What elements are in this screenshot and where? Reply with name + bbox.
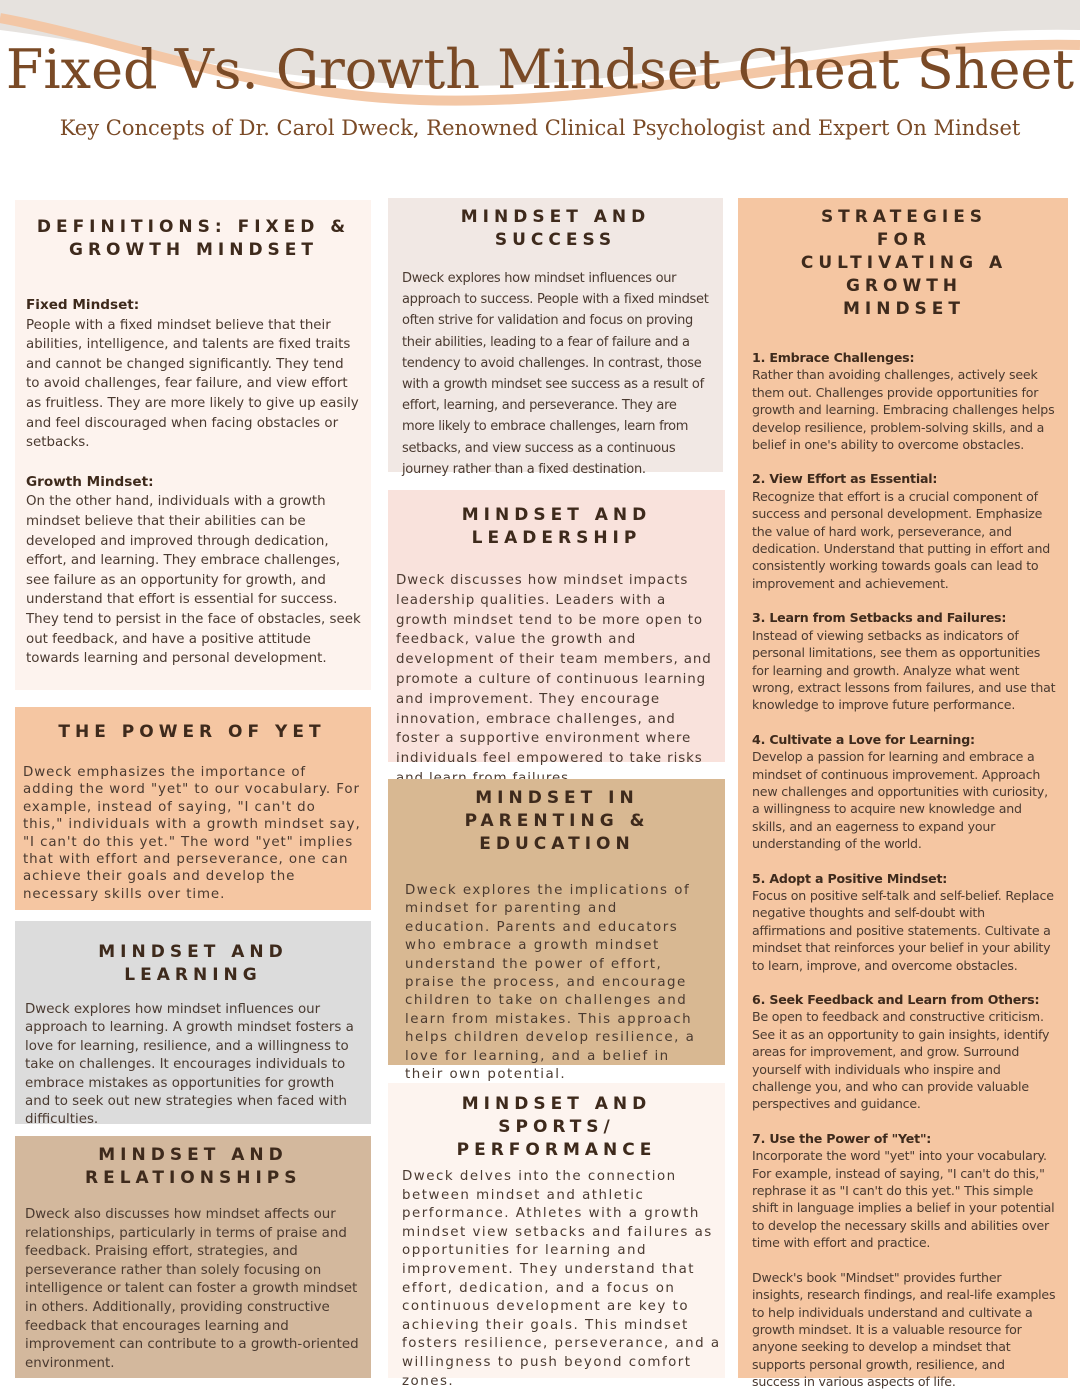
page-title: Fixed Vs. Growth Mindset Cheat Sheet [5, 38, 1075, 101]
parenting-text: Dweck explores the implications of mindset for parenting and education. Parents and educators who embrace a growth mindset understand the power of effort, praise the process, and encourage children to take on challenges and learn from mistakes. This approach helps children develop resilience, a love for learning, and a belief in their own potential. [405, 883, 696, 1083]
definitions-heading: DEFINITIONS: FIXED & GROWTH MINDSET [36, 217, 351, 260]
strategy-item [752, 609, 1056, 713]
strategy-item [752, 991, 1056, 1113]
strategy-item [752, 470, 1056, 592]
learning-heading: MINDSET AND LEARNING [98, 942, 288, 985]
fixed-mindset-text: People with a fixed mindset believe that their abilities, intelligence, and talents are fixed traits and cannot be changed significantly. They tend to avoid challenges, fear failure, and view effort as fruitless. They are more likely to give up easily and feel discouraged when facing obstacles or setbacks. [26, 317, 359, 451]
strategies-heading: STRATEGIES FOR CULTIVATING A GROWTH MINDSET [800, 207, 1008, 319]
fixed-mindset-label: Fixed Mindset: [26, 297, 140, 313]
strategy-label: 3. Learn from Setbacks and Failures: [752, 610, 1007, 626]
sports-heading: MINDSET AND SPORTS/ PERFORMANCE [456, 1094, 657, 1160]
strategy-text: Focus on positive self-talk and self-belief. Replace negative thoughts and self-doubt with affirmations and positive statements. Cultivate a mindset that reinforces your belief in your ability to learn, improve, and overcome obstacles. [752, 887, 1054, 973]
relationships-text: Dweck also discusses how mindset affects our relationships, particularly in terms of praise and feedback. Praising effort, strategies, and perseverance rather than solely focusing on intelligence or talent can foster a growth mindset in others. Additionally, providing constructive feedback that encourages learning and improvement can contribute to a growth-oriented environment. [25, 1207, 359, 1371]
growth-mindset-text: On the other hand, individuals with a growth mindset believe that their abilities can be developed and improved through dedication, effort, and learning. They embrace challenges, see failure as an opportunity for growth, and understand that effort is essential for success. They tend to persist in the face of obstacles, seek out feedback, and have a positive attitude towards learning and personal development. [26, 494, 361, 667]
leadership-text: Dweck discusses how mindset impacts leadership qualities. Leaders with a growth mindset tend to be more open to feedback, value the growth and development of their team members, and promote a culture of continuous learning and improvement. They encourage innovation, embrace challenges, and foster a supportive environment where individuals feel empowered to take risks [396, 573, 712, 767]
strategy-label: 7. Use the Power of "Yet": [752, 1130, 932, 1146]
strategy-item [752, 349, 1056, 453]
leadership-heading: MINDSET AND LEADERSHIP [461, 505, 652, 548]
definitions-card [15, 200, 371, 690]
strategy-label: 5. Adopt a Positive Mindset: [752, 870, 948, 886]
strategy-item [752, 1130, 1056, 1252]
relationships-card [15, 1136, 371, 1378]
success-heading: MINDSET AND SUCCESS [460, 207, 651, 250]
strategy-item [752, 870, 1056, 974]
sports-text: Dweck delves into the connection between mindset and athletic performance. Athletes with a growth mindset view setbacks and failures as opportunities for learning and improvement. They understand that effort, dedication, and a focus on continuous development are key to achieving their goals. This mindset fosters resilience, perseverance, and a willingness to push beyond comfort zones. [402, 1169, 721, 1389]
strategy-text: Rather than avoiding challenges, actively seek them out. Challenges provide opportunities for growth and learning. Embracing challenges helps develop resilience, problem-solving skills, and a belief in one's ability to overcome obstacles. [752, 367, 1055, 453]
strategies-closing: Dweck's book "Mindset" provides further insights, research findings, and real-life examples to help individuals understand and cultivate a growth mindset. It is a valuable resource for anyone seeking to develop a mindset that supports personal growth, resilience, and success in various aspects of life. [752, 1269, 1056, 1390]
relationships-heading: MINDSET AND RELATIONSHIPS [85, 1145, 302, 1188]
strategy-text: Instead of viewing setbacks as indicators of personal limitations, see them as opportunities for learning and growth. Analyze what went wrong, extract lessons from failures, and use that knowledge to improve future performance. [752, 627, 1056, 713]
parenting-heading: MINDSET IN PARENTING & EDUCATION [464, 788, 650, 854]
strategy-label: 6. Seek Feedback and Learn from Others: [752, 992, 1040, 1007]
strategy-label: 1. Embrace Challenges: [752, 350, 915, 365]
strategy-text: Recognize that effort is a crucial component of success and personal development. Emphasize the value of hard work, perseverance, and dedication. Understand that putting in effort and consistently working towards goals can lead to improvement and achievement. [752, 488, 1051, 591]
page-subtitle: Key Concepts of Dr. Carol Dweck, Renowned Clinical Psychologist and Expert On Mindset [59, 116, 1021, 140]
power-of-yet-text: Dweck emphasizes the importance of adding the word "yet" to our vocabulary. For example, instead of saying, "I can't do this," individuals with a growth mindset say, "I can't do this yet." The word "yet" implies that with effort and perseverance, one can achieve their goals and develop the necessary skills over time. [23, 765, 361, 902]
parenting-card [388, 779, 725, 1083]
sports-card [388, 1083, 725, 1389]
success-text: Dweck explores how mindset influences our approach to success. People with a fixed mindset often strive for validation and focus on proving their abilities, leading to a fear of failure and a tendency to avoid challenges. In contrast, those with a growth mindset see success as a result of effort, learning, and perseverance. They are more likely to embrace challenges, learn from setbacks, and view success as a continuous journey rather than a fixed destination. [402, 271, 709, 477]
learning-text: Dweck explores how mindset influences our approach to learning. A growth mindset fosters a love for learning, resilience, and a willingness to take on challenges. It encourages individuals to embrace mistakes as opportunities for growth and to seek out new strategies when faced with difficulties. [25, 1002, 354, 1128]
learning-card [15, 921, 371, 1128]
strategy-text: Be open to feedback and constructive criticism. See it as an opportunity to gain insights, identify areas for improvement, and grow. Surround yourself with individuals who inspire and challenge you, and who can provide valuable perspectives and guidance. [752, 1009, 1050, 1112]
power-of-yet-card [15, 707, 371, 910]
strategies-card [738, 198, 1068, 1390]
growth-mindset-label: Growth Mindset: [26, 473, 154, 490]
strategy-list [752, 349, 1056, 1252]
power-of-yet-heading: THE POWER OF YET [58, 722, 326, 742]
success-card [388, 198, 723, 477]
strategy-label: 4. Cultivate a Love for Learning: [752, 731, 975, 747]
leadership-card [388, 490, 725, 767]
strategy-label: 2. View Effort as Essential: [752, 471, 938, 487]
strategy-text: Incorporate the word "yet" into your vocabulary. For example, instead of saying, "I can't do this," rephrase it as "I can't do this yet." This simple shift in language implies a belief in your potential to develop the necessary skills and abilities over time with effort and practice. [752, 1148, 1055, 1251]
strategy-item [752, 731, 1056, 853]
strategy-text: Develop a passion for learning and embrace a mindset of continuous improvement. Approach new challenges and opportunities with curiosity, a willingness to acquire new knowledge and skills, and an eagerness to expand your understanding of the world. [752, 749, 1048, 852]
